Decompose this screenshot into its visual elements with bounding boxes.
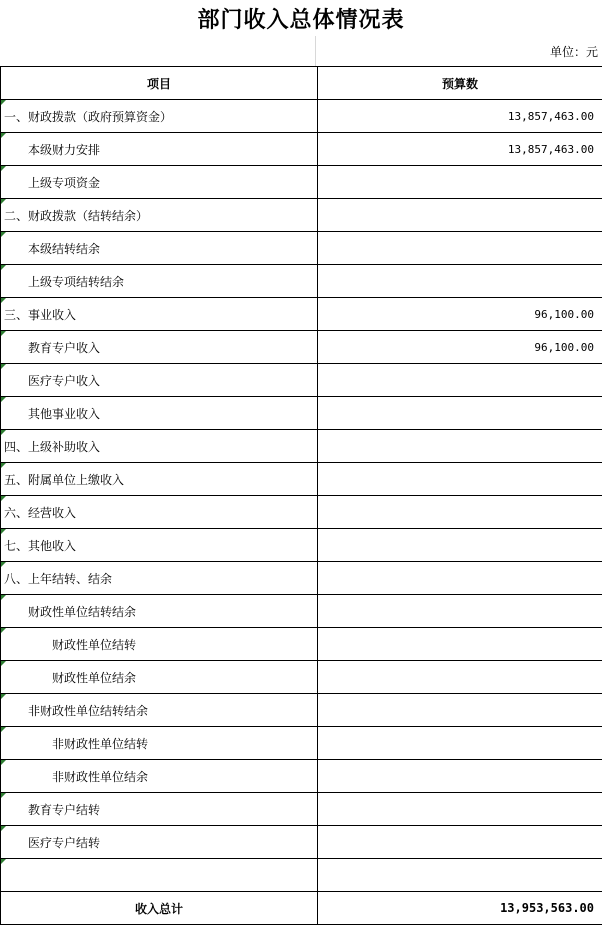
cell-marker-icon bbox=[1, 760, 6, 765]
table-row bbox=[1, 265, 602, 298]
row-item-cell[interactable]: 医疗专户收入 bbox=[1, 364, 318, 397]
cell-marker-icon bbox=[1, 595, 6, 600]
cell-marker-icon bbox=[1, 793, 6, 798]
row-amount-cell[interactable]: 13,857,463.00 bbox=[318, 133, 602, 166]
cell-marker-icon bbox=[1, 628, 6, 633]
row-amount-cell[interactable] bbox=[318, 661, 602, 694]
row-amount-cell[interactable] bbox=[318, 793, 602, 826]
table-row bbox=[1, 199, 602, 232]
row-item-cell[interactable]: 三、事业收入 bbox=[1, 298, 318, 331]
cell-marker-icon bbox=[1, 496, 6, 501]
income-table bbox=[0, 66, 602, 925]
table-row bbox=[1, 496, 602, 529]
unit-label: 单位：元 bbox=[316, 36, 602, 66]
cell-marker-icon bbox=[1, 133, 6, 138]
row-amount-cell[interactable] bbox=[318, 859, 602, 892]
row-amount-cell[interactable] bbox=[318, 628, 602, 661]
table-row bbox=[1, 430, 602, 463]
row-item-cell[interactable]: 七、其他收入 bbox=[1, 529, 318, 562]
row-item-cell[interactable]: 二、财政拨款（结转结余） bbox=[1, 199, 318, 232]
table-row bbox=[1, 529, 602, 562]
row-amount-cell[interactable] bbox=[318, 364, 602, 397]
row-item-cell[interactable]: 财政性单位结余 bbox=[1, 661, 318, 694]
table-row bbox=[1, 166, 602, 199]
total-label[interactable]: 收入总计 bbox=[1, 892, 318, 925]
table-row bbox=[1, 661, 602, 694]
row-amount-cell[interactable] bbox=[318, 199, 602, 232]
table-row bbox=[1, 364, 602, 397]
table-row bbox=[1, 628, 602, 661]
row-amount-cell[interactable]: 13,857,463.00 bbox=[318, 100, 602, 133]
table-row bbox=[1, 232, 602, 265]
table-row bbox=[1, 793, 602, 826]
table-row bbox=[1, 397, 602, 430]
cell-marker-icon bbox=[1, 463, 6, 468]
table-row bbox=[1, 826, 602, 859]
row-item-cell[interactable]: 五、附属单位上缴收入 bbox=[1, 463, 318, 496]
cell-marker-icon bbox=[1, 166, 6, 171]
cell-marker-icon bbox=[1, 859, 6, 864]
row-item-cell[interactable]: 财政性单位结转结余 bbox=[1, 595, 318, 628]
row-item-cell[interactable]: 本级结转结余 bbox=[1, 232, 318, 265]
row-item-cell[interactable]: 上级专项资金 bbox=[1, 166, 318, 199]
cell-marker-icon bbox=[1, 727, 6, 732]
row-amount-cell[interactable] bbox=[318, 694, 602, 727]
row-amount-cell[interactable] bbox=[318, 562, 602, 595]
total-amount[interactable]: 13,953,563.00 bbox=[318, 892, 602, 925]
cell-marker-icon bbox=[1, 100, 6, 105]
cell-marker-icon bbox=[1, 232, 6, 237]
table-row bbox=[1, 595, 602, 628]
row-amount-cell[interactable]: 96,100.00 bbox=[318, 331, 602, 364]
table-row bbox=[1, 694, 602, 727]
cell-marker-icon bbox=[1, 661, 6, 666]
cell-marker-icon bbox=[1, 199, 6, 204]
row-item-cell[interactable]: 非财政性单位结转 bbox=[1, 727, 318, 760]
unit-row-blank-cell bbox=[0, 36, 316, 66]
row-amount-cell[interactable] bbox=[318, 463, 602, 496]
total-row bbox=[1, 892, 602, 925]
row-item-cell[interactable]: 六、经营收入 bbox=[1, 496, 318, 529]
table-row bbox=[1, 562, 602, 595]
row-amount-cell[interactable] bbox=[318, 595, 602, 628]
row-amount-cell[interactable] bbox=[318, 166, 602, 199]
unit-row bbox=[0, 36, 602, 66]
cell-marker-icon bbox=[1, 826, 6, 831]
table-row bbox=[1, 760, 602, 793]
row-item-cell[interactable]: 医疗专户结转 bbox=[1, 826, 318, 859]
page-title: 部门收入总体情况表 bbox=[0, 0, 602, 36]
row-item-cell[interactable]: 八、上年结转、结余 bbox=[1, 562, 318, 595]
cell-marker-icon bbox=[1, 562, 6, 567]
cell-marker-icon bbox=[1, 331, 6, 336]
table-row bbox=[1, 331, 602, 364]
table-body bbox=[1, 100, 602, 925]
row-amount-cell[interactable] bbox=[318, 430, 602, 463]
row-amount-cell[interactable] bbox=[318, 826, 602, 859]
row-item-cell[interactable]: 非财政性单位结转结余 bbox=[1, 694, 318, 727]
cell-marker-icon bbox=[1, 694, 6, 699]
table-row bbox=[1, 463, 602, 496]
cell-marker-icon bbox=[1, 529, 6, 534]
row-item-cell[interactable]: 非财政性单位结余 bbox=[1, 760, 318, 793]
row-amount-cell[interactable]: 96,100.00 bbox=[318, 298, 602, 331]
row-item-cell[interactable]: 财政性单位结转 bbox=[1, 628, 318, 661]
header-item: 项目 bbox=[1, 67, 318, 100]
row-item-cell[interactable]: 教育专户收入 bbox=[1, 331, 318, 364]
cell-marker-icon bbox=[1, 298, 6, 303]
cell-marker-icon bbox=[1, 397, 6, 402]
cell-marker-icon bbox=[1, 364, 6, 369]
row-amount-cell[interactable] bbox=[318, 265, 602, 298]
table-row bbox=[1, 859, 602, 892]
row-item-cell[interactable]: 四、上级补助收入 bbox=[1, 430, 318, 463]
row-amount-cell[interactable] bbox=[318, 727, 602, 760]
cell-marker-icon bbox=[1, 265, 6, 270]
row-amount-cell[interactable] bbox=[318, 529, 602, 562]
row-amount-cell[interactable] bbox=[318, 496, 602, 529]
row-item-cell[interactable]: 教育专户结转 bbox=[1, 793, 318, 826]
row-amount-cell[interactable] bbox=[318, 760, 602, 793]
row-item-cell[interactable] bbox=[1, 859, 318, 892]
row-item-cell[interactable]: 一、财政拨款（政府预算资金） bbox=[1, 100, 318, 133]
table-header-row bbox=[1, 67, 602, 100]
row-item-cell[interactable]: 本级财力安排 bbox=[1, 133, 318, 166]
row-amount-cell[interactable] bbox=[318, 232, 602, 265]
row-amount-cell[interactable] bbox=[318, 397, 602, 430]
row-item-cell[interactable]: 上级专项结转结余 bbox=[1, 265, 318, 298]
table-row bbox=[1, 133, 602, 166]
table-row bbox=[1, 727, 602, 760]
table-row bbox=[1, 298, 602, 331]
header-amount: 预算数 bbox=[318, 67, 602, 100]
table-row bbox=[1, 100, 602, 133]
cell-marker-icon bbox=[1, 430, 6, 435]
row-item-cell[interactable]: 其他事业收入 bbox=[1, 397, 318, 430]
